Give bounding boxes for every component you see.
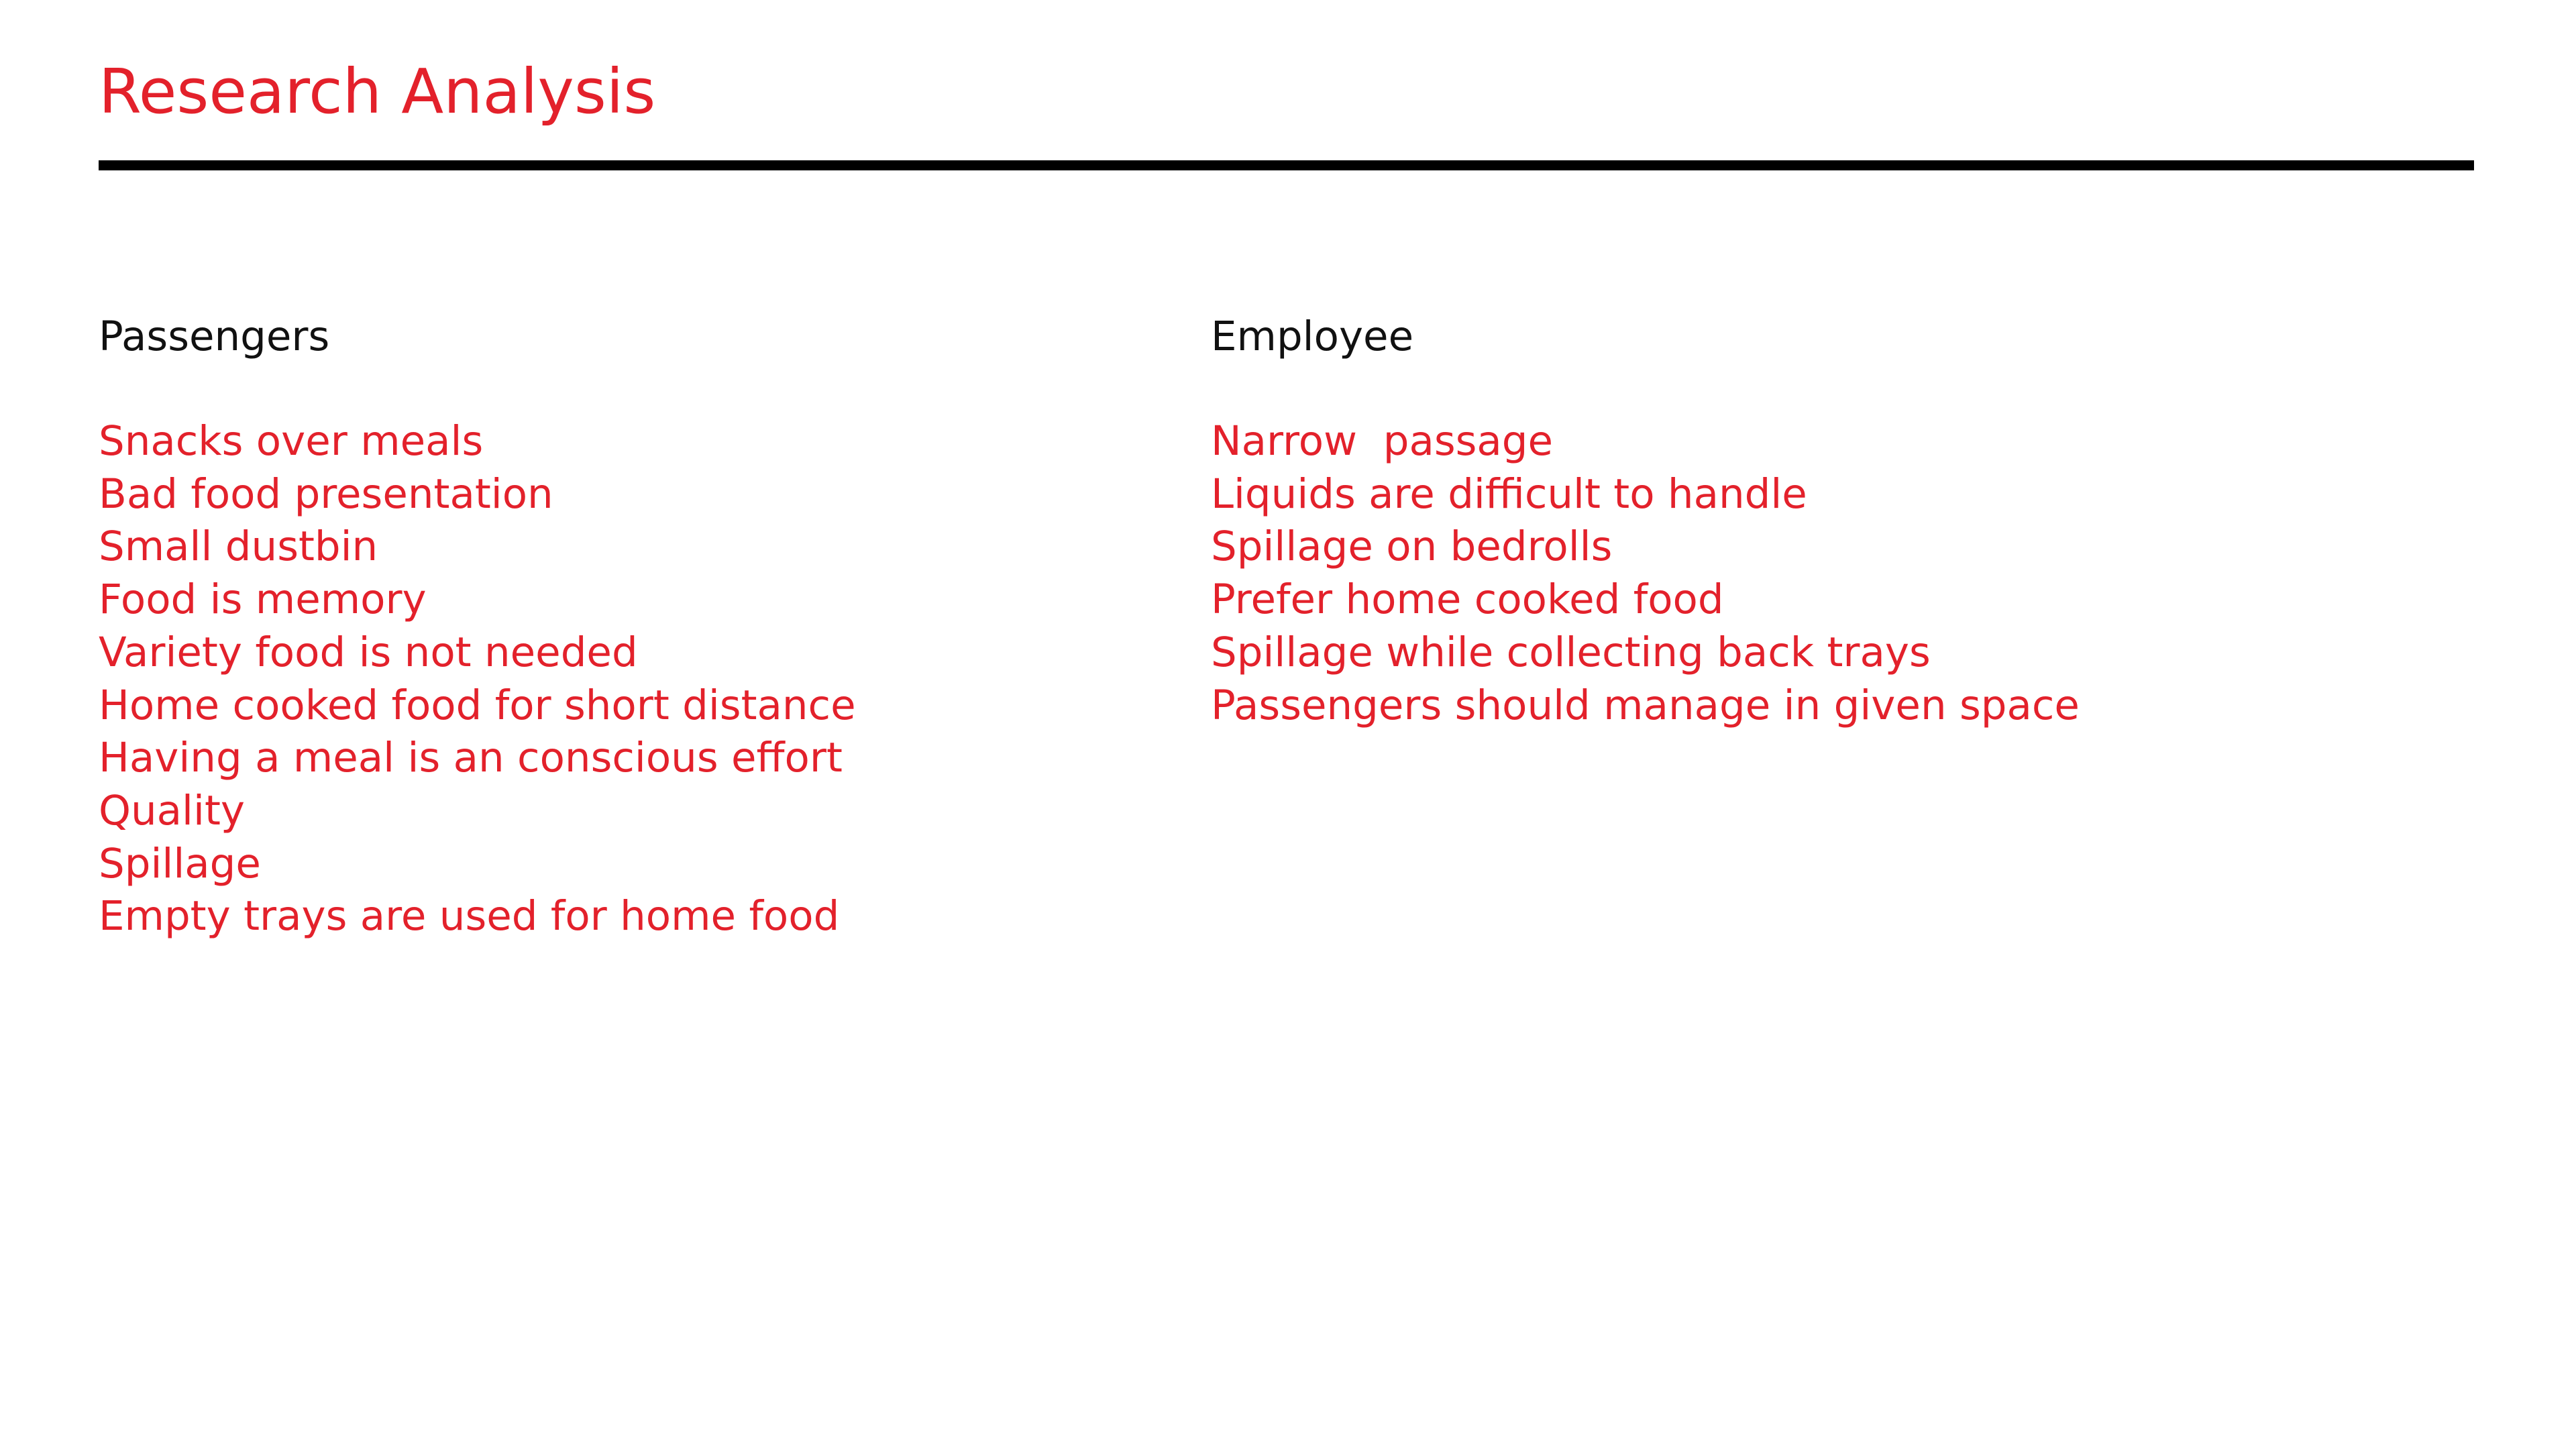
- passengers-column: [99, 311, 1105, 943]
- employee-item: Passengers should manage in given space: [1211, 681, 2080, 729]
- passengers-item: Small dustbin: [99, 523, 378, 571]
- passengers-item: Food is memory: [99, 576, 427, 624]
- employee-column: [1211, 311, 2418, 732]
- employee-item: Spillage on bedrolls: [1211, 523, 1613, 571]
- title-divider: [99, 160, 2474, 170]
- passengers-list: [99, 415, 1105, 943]
- passengers-item: Variety food is not needed: [99, 628, 638, 676]
- employee-list: [1211, 415, 2418, 732]
- employee-item: Spillage while collecting back trays: [1211, 628, 1931, 676]
- employee-item: Narrow passage: [1211, 417, 1554, 465]
- slide-title: Research Analysis: [99, 56, 656, 127]
- passengers-item: Having a meal is an conscious effort: [99, 734, 843, 782]
- passengers-item: Bad food presentation: [99, 470, 553, 518]
- passengers-item: Snacks over meals: [99, 417, 484, 465]
- employee-heading: Employee: [1211, 313, 1414, 360]
- employee-item: Prefer home cooked food: [1211, 576, 1724, 624]
- passengers-item: Spillage: [99, 839, 261, 888]
- passengers-item: Empty trays are used for home food: [99, 892, 840, 941]
- employee-item: Liquids are difficult to handle: [1211, 470, 1807, 518]
- passengers-item: Quality: [99, 786, 245, 835]
- passengers-item: Home cooked food for short distance: [99, 681, 856, 729]
- passengers-heading: Passengers: [99, 313, 330, 360]
